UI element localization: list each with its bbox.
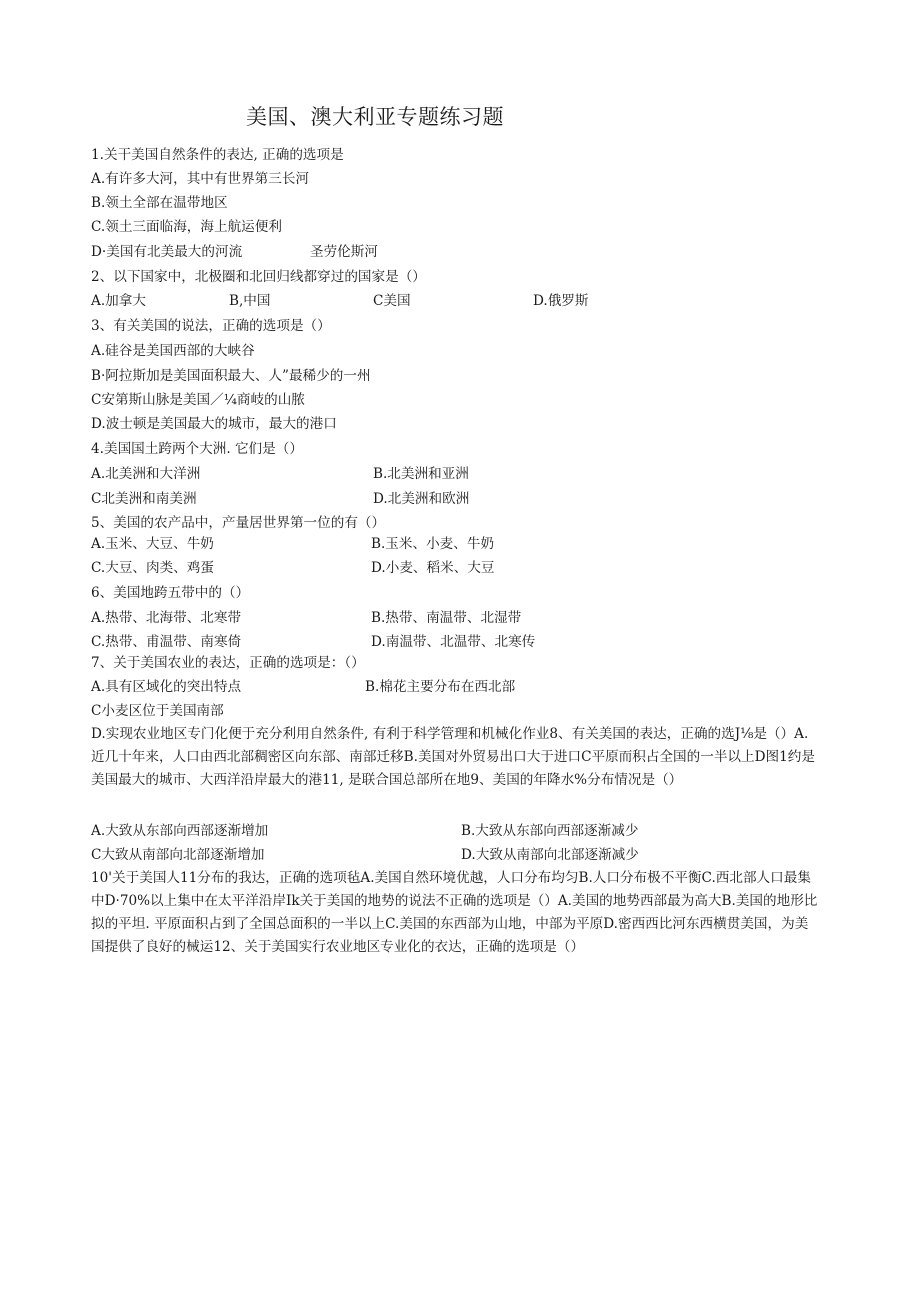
question-4-option-c: C北美洲和南美洲 [91, 491, 197, 507]
question-6-option-c: C.热带、甫温带、南寒倚 [91, 634, 242, 650]
question-5-option-a: A.玉米、大豆、牛奶 [91, 536, 214, 552]
question-6-option-d: D.南温带、北温带、北寒传 [371, 634, 536, 650]
question-9-option-a: A.大致从东部向西部逐渐增加 [91, 823, 269, 839]
question-9-option-d: D.大致从南部向北部逐渐减少 [461, 847, 639, 863]
question-1-option-b: B.领土全部在温带地区 [91, 195, 228, 211]
question-1-option-c: C.领土三面临海，海上航运便利 [91, 219, 282, 235]
question-5-option-b: B.玉米、小麦、牛奶 [371, 536, 495, 552]
question-1-option-d-note: 圣劳伦斯河 [310, 244, 378, 260]
question-3-option-a: A.硅谷是美国西部的大峡谷 [91, 343, 255, 359]
paragraph-q10-q11-q12: 10'关于美国人11分布的我达，正确的选项毡A.美国自然环境优越，人口分布均匀B.人口分布极不平衡C.西北部人口最集中D·70%以上集中在太平洋沿岸Ik关于美国的地势的说法不正确的选项是（）A.美国的地势西部最为高大B.美国的地形比拟的平坦. 平原面积占到了全国总面积的一半以上C.美国的东西部为山地，中部为平原D.密西西比河东西横贯美国，为美国提供了良好的械运12、关于美国实行农业地区专业化的衣达，正确的选项是（） [91, 870, 818, 955]
question-2-option-b: B,中国 [229, 293, 271, 309]
question-7-stem: 7、关于美国农业的表达，正确的选项是：（） [91, 655, 365, 671]
question-3-option-b: B·阿拉斯加是美国面积最大、人”最稀少的一州 [91, 368, 371, 384]
question-2-option-a: A.加拿大 [91, 293, 146, 309]
question-6-stem: 6、美国地跨五带中的（） [91, 585, 250, 601]
question-3-option-c: C安第斯山脉是美国／¼商岐的山脓 [91, 392, 305, 408]
question-2-stem: 2、以下国家中，北极圈和北回归线都穿过的国家是（） [91, 269, 426, 285]
question-1-option-d: D·美国有北美最大的河流 [91, 244, 243, 260]
question-3-option-d: D.波士顿是美国最大的城市，最大的港口 [91, 416, 337, 432]
question-2-option-d: D.俄罗斯 [533, 293, 589, 309]
question-5-option-d: D.小麦、稻米、大豆 [371, 560, 495, 576]
question-4-option-d: D.北美洲和欧洲 [373, 491, 470, 507]
question-1-stem: 1.关干美国自然条件的表达, 正确的选项是 [91, 147, 344, 163]
question-2-option-c: C美国 [373, 293, 411, 309]
question-7-option-a: A.具有区域化的突出特点 [91, 679, 242, 695]
question-6-option-a: A.热带、北海带、北寒带 [91, 610, 242, 626]
question-9-option-b: B.大致从东部向西部逐渐减少 [461, 823, 639, 839]
question-5-option-c: C.大豆、肉类、鸡蛋 [91, 560, 214, 576]
question-1-option-a: A.有许多大河，其中有世界第三长河 [91, 171, 310, 187]
question-5-stem: 5、美国的农产品中，产量居世界第一位的有（） [91, 515, 386, 531]
paragraph-q7d-q8-q9: D.实现农业地区专门化便于充分利用自然条件, 有利于科学管理和机械化作业8、有关美国的表达，正确的选J⅛是（）A.近几十年来，人口由西北部稠密区向东部、南部迁移B.美国对外贸易出口大于进口C平原而积占全国的一半以上D图1约是美国最大的城市、大西洋沿岸最大的港11, 是联合国总部所在地9、美国的年降水%分布情况是（） [91, 726, 815, 788]
question-4-option-a: A.北美洲和大洋洲 [91, 466, 201, 482]
page-title: 美国、澳大利亚专题练习题 [246, 105, 504, 129]
question-7-option-c: C小麦区位于美国南部 [91, 703, 224, 719]
question-9-option-c: C大致从南部向北部逐渐增加 [91, 847, 265, 863]
question-7-option-b: B.棉花主要分布在西北部 [365, 679, 516, 695]
question-6-option-b: B.热带、南温带、北湿带 [371, 610, 522, 626]
question-4-stem: 4.美国国土跨两个大洲. 它们是（） [91, 441, 303, 457]
question-3-stem: 3、有关美国的说法，正确的选项是（） [91, 318, 331, 334]
question-4-option-b: B.北美洲和亚洲 [373, 466, 469, 482]
